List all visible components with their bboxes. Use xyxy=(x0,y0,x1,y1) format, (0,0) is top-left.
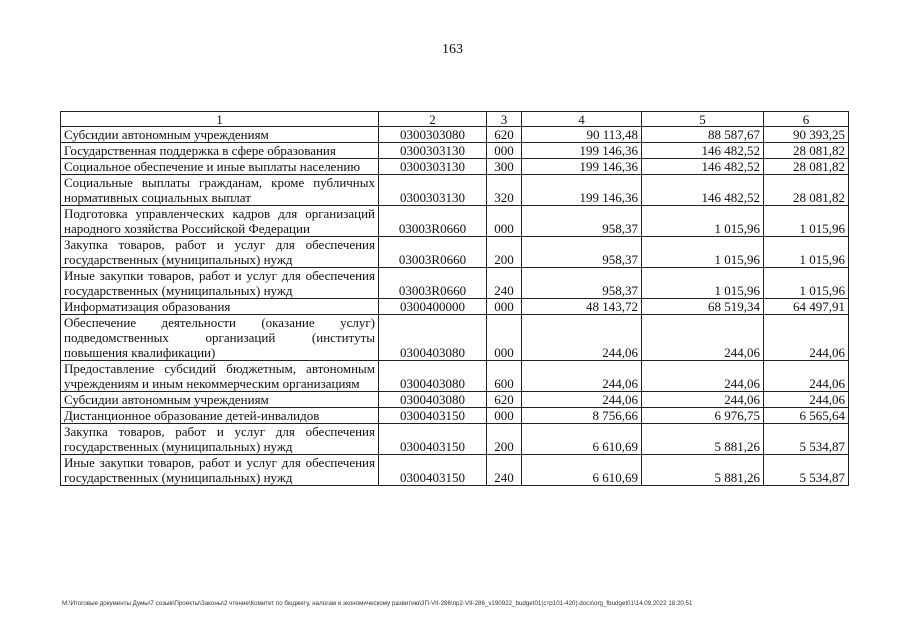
table-row xyxy=(61,424,849,455)
row-name-cell: Закупка товаров, работ и услуг для обеспечения государственных (муниципальных) нужд xyxy=(61,424,379,455)
expense-type-cell: 300 xyxy=(487,159,522,175)
value-col5-cell: 5 881,26 xyxy=(642,455,764,486)
value-col6-cell: 28 081,82 xyxy=(764,175,849,206)
table-row xyxy=(61,408,849,424)
row-name-cell: Иные закупки товаров, работ и услуг для обеспечения государственных (муниципальных) нужд xyxy=(61,268,379,299)
budget-code-cell: 0300303080 xyxy=(379,127,487,143)
value-col5-cell: 88 587,67 xyxy=(642,127,764,143)
value-col5-cell: 146 482,52 xyxy=(642,143,764,159)
column-header: 1 xyxy=(61,112,379,127)
row-name-cell: Закупка товаров, работ и услуг для обеспечения государственных (муниципальных) нужд xyxy=(61,237,379,268)
value-col4-cell: 244,06 xyxy=(522,392,642,408)
table-row xyxy=(61,127,849,143)
row-name-cell: Информатизация образования xyxy=(61,299,379,315)
value-col6-cell: 244,06 xyxy=(764,361,849,392)
table-header-row xyxy=(61,112,849,127)
value-col4-cell: 199 146,36 xyxy=(522,175,642,206)
row-name-cell: Субсидии автономным учреждениям xyxy=(61,392,379,408)
budget-code-cell: 0300303130 xyxy=(379,175,487,206)
page-number: 163 xyxy=(442,42,463,57)
value-col4-cell: 199 146,36 xyxy=(522,159,642,175)
table-row xyxy=(61,237,849,268)
budget-code-cell: 0300403080 xyxy=(379,392,487,408)
value-col4-cell: 958,37 xyxy=(522,237,642,268)
budget-code-cell: 0300403150 xyxy=(379,408,487,424)
table-row xyxy=(61,455,849,486)
column-header: 5 xyxy=(642,112,764,127)
value-col5-cell: 146 482,52 xyxy=(642,159,764,175)
budget-code-cell: 0300303130 xyxy=(379,159,487,175)
row-name-cell: Предоставление субсидий бюджетным, автономным учреждениям и иным некоммерческим организациям xyxy=(61,361,379,392)
row-name-cell: Обеспечение деятельности (оказание услуг) подведомственных организаций (институты повышения квалификации) xyxy=(61,315,379,361)
value-col4-cell: 199 146,36 xyxy=(522,143,642,159)
expense-type-cell: 320 xyxy=(487,175,522,206)
value-col5-cell: 1 015,96 xyxy=(642,268,764,299)
value-col6-cell: 6 565,64 xyxy=(764,408,849,424)
budget-table xyxy=(60,111,849,486)
expense-type-cell: 620 xyxy=(487,127,522,143)
value-col4-cell: 48 143,72 xyxy=(522,299,642,315)
budget-code-cell: 0300403150 xyxy=(379,424,487,455)
value-col6-cell: 90 393,25 xyxy=(764,127,849,143)
value-col5-cell: 146 482,52 xyxy=(642,175,764,206)
value-col4-cell: 6 610,69 xyxy=(522,455,642,486)
value-col5-cell: 68 519,34 xyxy=(642,299,764,315)
value-col6-cell: 1 015,96 xyxy=(764,206,849,237)
table-row xyxy=(61,159,849,175)
value-col5-cell: 1 015,96 xyxy=(642,237,764,268)
expense-type-cell: 620 xyxy=(487,392,522,408)
value-col5-cell: 6 976,75 xyxy=(642,408,764,424)
value-col6-cell: 5 534,87 xyxy=(764,455,849,486)
row-name-cell: Социальные выплаты гражданам, кроме публичных нормативных социальных выплат xyxy=(61,175,379,206)
expense-type-cell: 200 xyxy=(487,424,522,455)
table-row xyxy=(61,392,849,408)
budget-code-cell: 03003R0660 xyxy=(379,237,487,268)
expense-type-cell: 240 xyxy=(487,455,522,486)
budget-code-cell: 0300400000 xyxy=(379,299,487,315)
column-header: 6 xyxy=(764,112,849,127)
value-col6-cell: 5 534,87 xyxy=(764,424,849,455)
row-name-cell: Подготовка управленческих кадров для организаций народного хозяйства Российской Федерации xyxy=(61,206,379,237)
value-col6-cell: 244,06 xyxy=(764,315,849,361)
value-col5-cell: 244,06 xyxy=(642,315,764,361)
expense-type-cell: 240 xyxy=(487,268,522,299)
table-row xyxy=(61,268,849,299)
value-col6-cell: 28 081,82 xyxy=(764,143,849,159)
budget-code-cell: 0300303130 xyxy=(379,143,487,159)
value-col5-cell: 5 881,26 xyxy=(642,424,764,455)
row-name-cell: Субсидии автономным учреждениям xyxy=(61,127,379,143)
table-row xyxy=(61,361,849,392)
value-col4-cell: 6 610,69 xyxy=(522,424,642,455)
value-col5-cell: 244,06 xyxy=(642,392,764,408)
row-name-cell: Государственная поддержка в сфере образования xyxy=(61,143,379,159)
expense-type-cell: 000 xyxy=(487,143,522,159)
budget-code-cell: 0300403150 xyxy=(379,455,487,486)
value-col4-cell: 244,06 xyxy=(522,361,642,392)
table-row xyxy=(61,299,849,315)
expense-type-cell: 000 xyxy=(487,299,522,315)
table-row xyxy=(61,175,849,206)
value-col5-cell: 244,06 xyxy=(642,361,764,392)
budget-code-cell: 0300403080 xyxy=(379,315,487,361)
column-header: 2 xyxy=(379,112,487,127)
value-col4-cell: 958,37 xyxy=(522,268,642,299)
value-col5-cell: 1 015,96 xyxy=(642,206,764,237)
expense-type-cell: 000 xyxy=(487,315,522,361)
row-name-cell: Социальное обеспечение и иные выплаты населению xyxy=(61,159,379,175)
value-col4-cell: 90 113,48 xyxy=(522,127,642,143)
column-header: 4 xyxy=(522,112,642,127)
row-name-cell: Дистанционное образование детей-инвалидов xyxy=(61,408,379,424)
table-row xyxy=(61,206,849,237)
value-col6-cell: 244,06 xyxy=(764,392,849,408)
value-col4-cell: 244,06 xyxy=(522,315,642,361)
expense-type-cell: 600 xyxy=(487,361,522,392)
table-row xyxy=(61,315,849,361)
budget-code-cell: 0300403080 xyxy=(379,361,487,392)
column-header: 3 xyxy=(487,112,522,127)
expense-type-cell: 200 xyxy=(487,237,522,268)
value-col6-cell: 1 015,96 xyxy=(764,268,849,299)
expense-type-cell: 000 xyxy=(487,408,522,424)
value-col6-cell: 64 497,91 xyxy=(764,299,849,315)
budget-code-cell: 03003R0660 xyxy=(379,206,487,237)
value-col4-cell: 8 756,66 xyxy=(522,408,642,424)
value-col4-cell: 958,37 xyxy=(522,206,642,237)
expense-type-cell: 000 xyxy=(487,206,522,237)
file-path-footer: M:\Итоговые документы Думы\7 созыв\Проекты\Законы\2 чтение\Комитет по бюджету, налогам и экономическому развитию\3П-VII-286\пр2-VII-286_v190922_budget01(стр101-420).docx\org_fbudget01\14.09.2022 18:20:51 xyxy=(62,600,693,607)
value-col6-cell: 1 015,96 xyxy=(764,237,849,268)
budget-code-cell: 03003R0660 xyxy=(379,268,487,299)
value-col6-cell: 28 081,82 xyxy=(764,159,849,175)
row-name-cell: Иные закупки товаров, работ и услуг для обеспечения государственных (муниципальных) нужд xyxy=(61,455,379,486)
table-row xyxy=(61,143,849,159)
